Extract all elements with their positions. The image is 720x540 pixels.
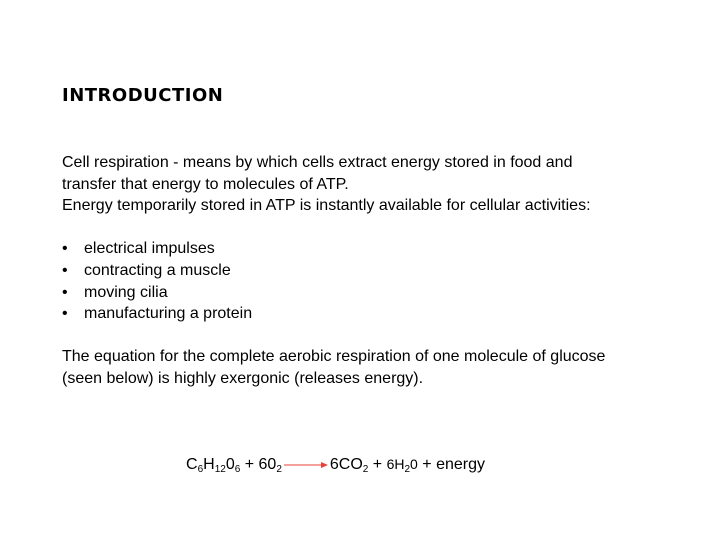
slide-title: introduction xyxy=(62,78,224,107)
co2-sub: 2 xyxy=(362,464,369,475)
respiration-equation xyxy=(186,456,485,474)
water-sub: 2 xyxy=(404,464,411,475)
bullet-text: moving cilia xyxy=(84,283,168,301)
bullet-text: manufacturing a protein xyxy=(84,305,253,323)
paragraph-energy: Energy temporarily stored in ATP is instantly available for cellular activities: xyxy=(62,197,591,215)
oxygen-sub: 2 xyxy=(276,464,282,475)
carbon-dioxide-formula xyxy=(330,456,368,474)
paragraph-equation-intro: The equation for the complete aerobic respiration of one molecule of glucose (seen below) is highly exergonic (releases energy). xyxy=(62,348,606,387)
glucose-formula xyxy=(186,456,240,474)
bullet-item xyxy=(62,303,622,325)
plus-sign: + xyxy=(368,456,387,473)
carbon-symbol: C xyxy=(186,456,198,473)
spacer xyxy=(62,217,622,239)
bullet-text: electrical impulses xyxy=(84,240,215,258)
bullet-icon: • xyxy=(62,240,68,258)
oxygen-text: 60 xyxy=(258,456,277,473)
bullet-icon: • xyxy=(62,305,68,323)
energy-term: + energy xyxy=(417,456,485,473)
water-formula xyxy=(386,456,418,475)
bullet-item xyxy=(62,282,622,304)
bullet-icon: • xyxy=(62,261,68,279)
plus-sign: + xyxy=(240,456,259,473)
carbon-count: 6 xyxy=(197,464,204,475)
bullet-list xyxy=(62,238,622,324)
bullet-item xyxy=(62,260,622,282)
oxygen-count: 6 xyxy=(234,464,241,475)
bullet-item xyxy=(62,238,622,260)
oxygen-formula xyxy=(259,456,282,474)
co2-text: 6CO xyxy=(329,456,363,473)
bullet-icon: • xyxy=(62,283,68,301)
bullet-text: contracting a muscle xyxy=(84,261,231,279)
spacer xyxy=(62,325,622,347)
paragraph-definition: Cell respiration - means by which cells extract energy stored in food and transfer that energy to molecules of ATP. xyxy=(62,154,573,193)
water-post: 0 xyxy=(410,456,418,472)
reaction-arrow-icon xyxy=(284,459,328,469)
slide-body xyxy=(62,152,622,390)
oxygen-symbol: 0 xyxy=(225,456,235,473)
water-pre: 6H xyxy=(386,456,405,472)
hydrogen-symbol: H xyxy=(203,456,215,473)
hydrogen-count: 12 xyxy=(214,464,226,475)
